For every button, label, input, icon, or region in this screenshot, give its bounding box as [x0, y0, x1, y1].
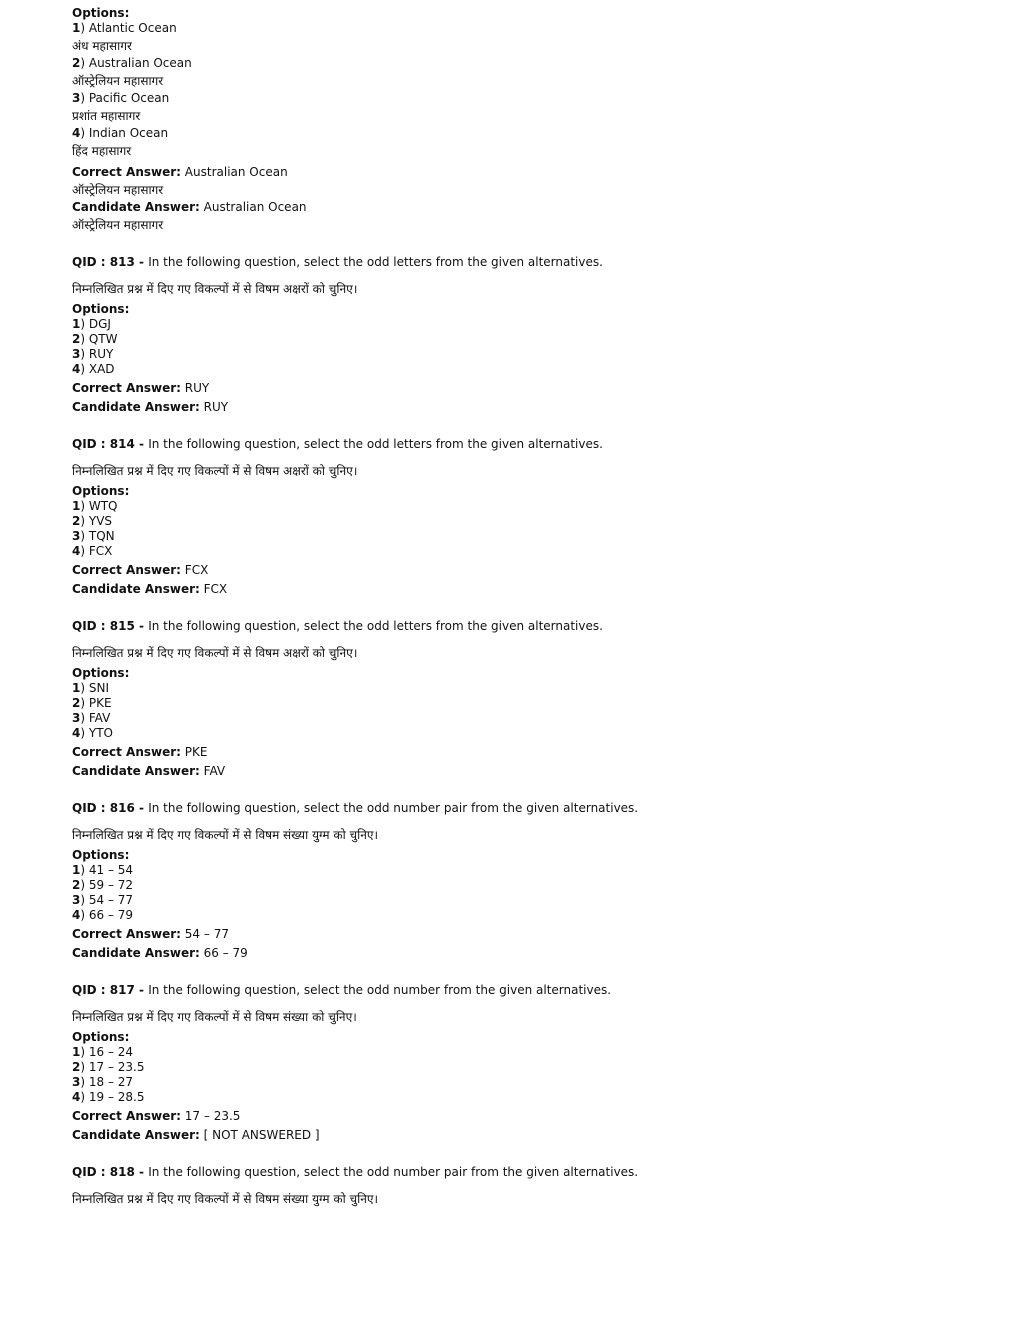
question-header: QID : 817 - In the following question, select the odd number from the given alternatives. — [72, 983, 612, 997]
correct-answer-hindi: ऑस्ट्रेलियन महासागर — [72, 183, 164, 197]
candidate-answer-hindi: ऑस्ट्रेलियन महासागर — [72, 218, 164, 232]
candidate-answer: Candidate Answer: FAV — [72, 764, 226, 778]
question-text-hindi: निम्नलिखित प्रश्न में दिए गए विकल्पों में से विषम अक्षरों को चुनिए। — [72, 646, 358, 660]
question-header: QID : 815 - In the following question, select the odd letters from the given alternatives. — [72, 619, 603, 633]
correct-answer: Correct Answer: 54 – 77 — [72, 927, 229, 941]
options-label: Options: — [72, 484, 130, 498]
question-text-hindi: निम्नलिखित प्रश्न में दिए गए विकल्पों में से विषम संख्या युग्म को चुनिए। — [72, 1192, 379, 1206]
option-1-hindi: अंध महासागर — [72, 39, 132, 53]
answer-key-page — [72, 6, 972, 1208]
question-text-hindi: निम्नलिखित प्रश्न में दिए गए विकल्पों में से विषम संख्या को चुनिए। — [72, 1010, 357, 1024]
option-1: 1) WTQ — [72, 499, 118, 513]
correct-answer: Correct Answer: FCX — [72, 563, 209, 577]
correct-answer: Correct Answer: RUY — [72, 381, 210, 395]
option-4: 4) FCX — [72, 544, 113, 558]
question-block — [72, 255, 972, 415]
option-1: 1) SNI — [72, 681, 109, 695]
candidate-answer: Candidate Answer: [ NOT ANSWERED ] — [72, 1128, 320, 1142]
option-4: 4) 19 – 28.5 — [72, 1090, 145, 1104]
correct-answer: Correct Answer: 17 – 23.5 — [72, 1109, 241, 1123]
options-label: Options: — [72, 1030, 130, 1044]
option-3-hindi: प्रशांत महासागर — [72, 109, 141, 123]
option-1: 1) 16 – 24 — [72, 1045, 134, 1059]
option-2: 2) 17 – 23.5 — [72, 1060, 145, 1074]
question-header: QID : 818 - In the following question, select the odd number pair from the given alternatives. — [72, 1165, 639, 1179]
option-4: 4) XAD — [72, 362, 115, 376]
option-1: 1) Atlantic Ocean — [72, 21, 177, 35]
previous-question-block — [72, 6, 972, 235]
option-3: 3) Pacific Ocean — [72, 91, 170, 105]
question-header: QID : 814 - In the following question, select the odd letters from the given alternatives. — [72, 437, 603, 451]
option-4: 4) YTO — [72, 726, 113, 740]
option-2: 2) PKE — [72, 696, 112, 710]
option-4-hindi: हिंद महासागर — [72, 144, 132, 158]
question-block — [72, 1165, 972, 1208]
question-block — [72, 801, 972, 961]
options-label: Options: — [72, 302, 130, 316]
option-2: 2) 59 – 72 — [72, 878, 134, 892]
option-2: 2) QTW — [72, 332, 118, 346]
option-1: 1) DGJ — [72, 317, 111, 331]
option-3: 3) FAV — [72, 711, 111, 725]
question-header: QID : 813 - In the following question, select the odd letters from the given alternatives. — [72, 255, 603, 269]
candidate-answer: Candidate Answer: 66 – 79 — [72, 946, 248, 960]
correct-answer: Correct Answer: PKE — [72, 745, 208, 759]
option-2: 2) Australian Ocean — [72, 56, 192, 70]
option-4: 4) Indian Ocean — [72, 126, 169, 140]
options-label: Options: — [72, 848, 130, 862]
option-3: 3) 18 – 27 — [72, 1075, 134, 1089]
question-text-hindi: निम्नलिखित प्रश्न में दिए गए विकल्पों में से विषम संख्या युग्म को चुनिए। — [72, 828, 379, 842]
option-3: 3) TQN — [72, 529, 115, 543]
question-text-hindi: निम्नलिखित प्रश्न में दिए गए विकल्पों में से विषम अक्षरों को चुनिए। — [72, 464, 358, 478]
option-1: 1) 41 – 54 — [72, 863, 134, 877]
option-3: 3) RUY — [72, 347, 114, 361]
correct-answer: Correct Answer: Australian Ocean — [72, 165, 288, 179]
candidate-answer: Candidate Answer: Australian Ocean — [72, 200, 307, 214]
question-header: QID : 816 - In the following question, select the odd number pair from the given alternatives. — [72, 801, 639, 815]
options-label: Options: — [72, 6, 130, 20]
question-block — [72, 619, 972, 779]
question-block — [72, 983, 972, 1143]
option-4: 4) 66 – 79 — [72, 908, 134, 922]
question-block — [72, 437, 972, 597]
question-text-hindi: निम्नलिखित प्रश्न में दिए गए विकल्पों में से विषम अक्षरों को चुनिए। — [72, 282, 358, 296]
candidate-answer: Candidate Answer: FCX — [72, 582, 228, 596]
candidate-answer: Candidate Answer: RUY — [72, 400, 229, 414]
option-2-hindi: ऑस्ट्रेलियन महासागर — [72, 74, 164, 88]
options-label: Options: — [72, 666, 130, 680]
option-3: 3) 54 – 77 — [72, 893, 134, 907]
option-2: 2) YVS — [72, 514, 113, 528]
